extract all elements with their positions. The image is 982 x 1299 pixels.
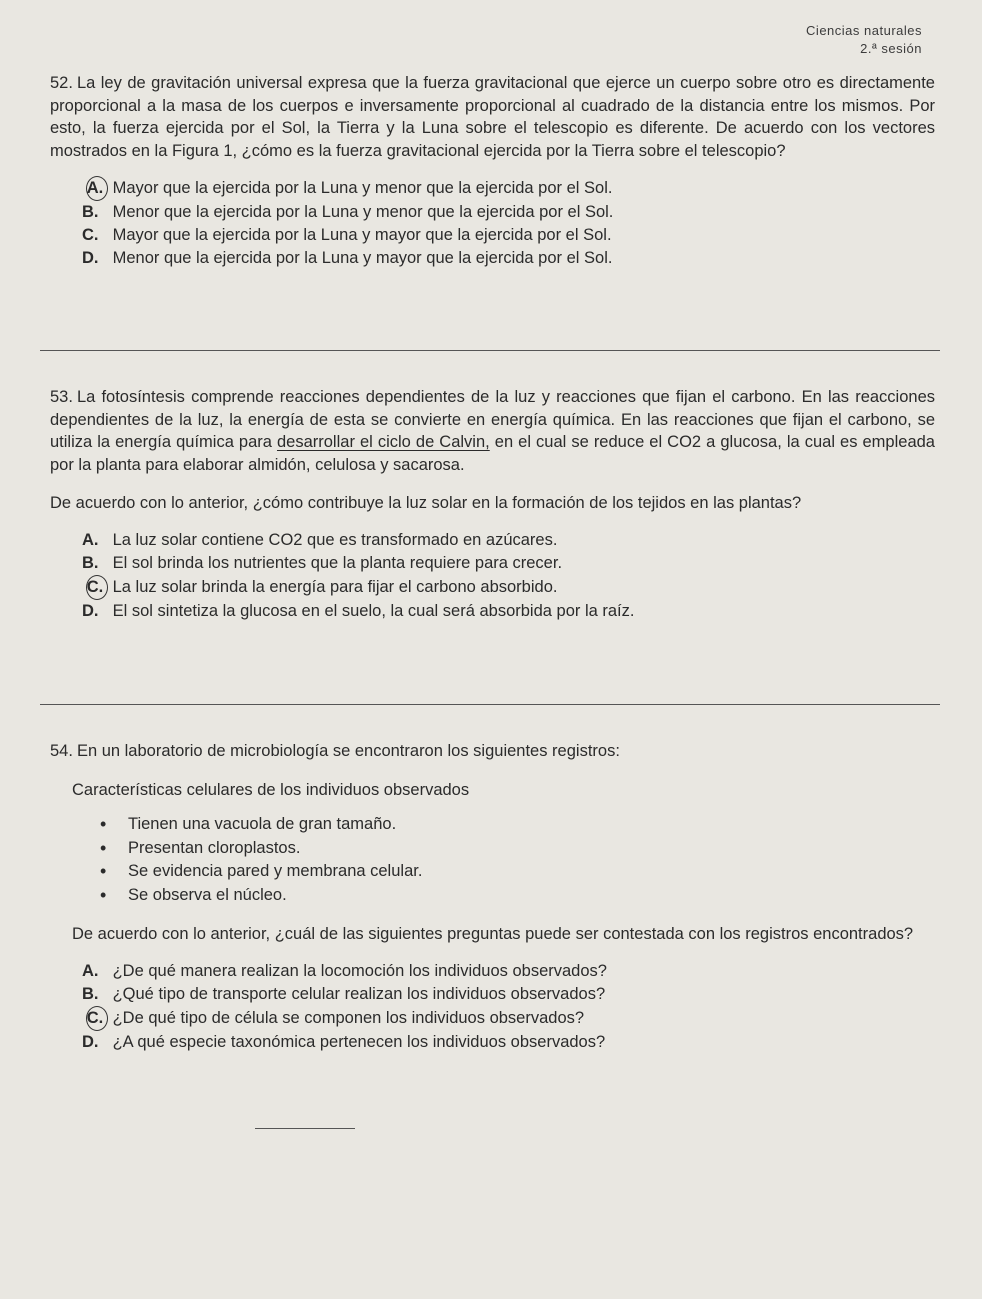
record-item: • Se evidencia pared y membrana celular. <box>100 860 935 884</box>
q53-option-c-text: La luz solar brinda la energía para fijar el carbono absorbido. <box>112 577 558 596</box>
q53-option-a-letter: A. <box>82 530 99 549</box>
q52-option-d-letter: D. <box>82 249 99 267</box>
question-53-text <box>50 386 935 476</box>
question-53 <box>50 386 935 623</box>
q54-option-b-letter: B. <box>82 984 99 1003</box>
q54-option-d-letter: D. <box>82 1032 99 1051</box>
separator-1 <box>40 350 940 351</box>
q54-option-c[interactable] <box>50 1006 935 1031</box>
question-54-subtitle: Características celulares de los individuos observados <box>72 780 470 799</box>
q52-option-b[interactable] <box>50 201 935 224</box>
q53-option-d-letter: D. <box>82 601 99 620</box>
q54-option-c-text: ¿De qué tipo de célula se componen los individuos observados? <box>112 1008 585 1027</box>
q53-option-a[interactable] <box>50 529 935 552</box>
q53-option-a-text: La luz solar contiene CO2 que es transformado en azúcares. <box>112 530 558 549</box>
record-item: • Tienen una vacuola de gran tamaño. <box>100 813 935 837</box>
question-52-statement: La ley de gravitación universal expresa que la fuerza gravitacional que ejerce un cuerpo sobre otro es directamente proporcional a la masa de los cuerpos e inversamente proporcional al cuadrado de la distancia entre los mismos. Por esto, la fuerza ejercida por el Sol, la Tierra y la Luna sobre el telescopio es diferente. De acuerdo con los vectores mostrados en la Figura 1, ¿cómo es la fuerza gravitacional ejercida por la Tierra sobre el telescopio? <box>50 74 935 160</box>
session-label: 2.ª sesión <box>860 41 922 56</box>
q52-option-b-text: Menor que la ejercida por la Luna y menor que la ejercida por el Sol. <box>112 203 614 221</box>
q52-option-a-letter: A. <box>86 176 108 201</box>
question-53-prompt: De acuerdo con lo anterior, ¿cómo contribuye la luz solar en la formación de los tejidos en las plantas? <box>50 494 802 512</box>
q54-option-d[interactable] <box>50 1031 935 1054</box>
q53-option-c-letter: C. <box>86 575 108 600</box>
question-53-number: 53. <box>50 388 73 406</box>
q54-option-a-letter: A. <box>82 961 99 980</box>
question-54-records <box>50 813 935 907</box>
q54-option-a[interactable] <box>50 960 935 983</box>
q54-option-b-text: ¿Qué tipo de transporte celular realizan los individuos observados? <box>112 984 606 1003</box>
q53-option-c[interactable] <box>50 575 935 600</box>
question-54-number: 54. <box>50 742 73 760</box>
q52-option-b-letter: B. <box>82 203 99 221</box>
question-54-options <box>50 960 935 1054</box>
q52-option-a-text: Mayor que la ejercida por la Luna y menor que la ejercida por el Sol. <box>112 179 613 197</box>
question-54-statement: En un laboratorio de microbiología se encontraron los siguientes registros: <box>76 742 620 760</box>
question-52-text <box>50 72 935 162</box>
question-54 <box>50 740 935 1054</box>
q52-option-c[interactable] <box>50 224 935 247</box>
record-item: • Se observa el núcleo. <box>100 884 935 908</box>
record-item: • Presentan cloroplastos. <box>100 837 935 861</box>
question-54-text <box>50 740 935 763</box>
question-52-options <box>50 176 935 270</box>
q53-option-d-text: El sol sintetiza la glucosa en el suelo, la cual será absorbida por la raíz. <box>112 601 635 620</box>
q53-option-b[interactable] <box>50 552 935 575</box>
question-54-prompt: De acuerdo con lo anterior, ¿cuál de las siguientes preguntas puede ser contestada con los registros encontrados? <box>72 925 914 943</box>
question-53-underlined: desarrollar el ciclo de Calvin, <box>276 433 490 451</box>
separator-2 <box>40 704 940 705</box>
q52-option-d[interactable] <box>50 247 935 270</box>
question-52-number: 52. <box>50 74 73 92</box>
question-53-options <box>50 529 935 623</box>
q52-option-c-text: Mayor que la ejercida por la Luna y mayor que la ejercida por el Sol. <box>112 226 612 244</box>
subject-label: Ciencias naturales <box>806 23 922 38</box>
q52-option-c-letter: C. <box>82 226 99 244</box>
q54-option-c-letter: C. <box>86 1006 108 1031</box>
q54-option-a-text: ¿De qué manera realizan la locomoción los individuos observados? <box>112 961 607 980</box>
page-header <box>806 22 922 58</box>
q52-option-a[interactable] <box>50 176 935 201</box>
question-53-statement-1: La fotosíntesis comprende reacciones dependientes de la luz y reacciones que fijan el carbono. En las reacciones dependientes de la luz, la energía de esta se convierte en energía química. En las reacciones que fijan el carbono, se utiliza la energía química para <box>50 388 935 451</box>
q54-option-d-text: ¿A qué especie taxonómica pertenecen los individuos observados? <box>112 1032 606 1051</box>
q54-option-b[interactable] <box>50 983 935 1006</box>
q53-option-b-text: El sol brinda los nutrientes que la planta requiere para crecer. <box>112 553 563 572</box>
pencil-mark <box>255 1128 355 1129</box>
q52-option-d-text: Menor que la ejercida por la Luna y mayor que la ejercida por el Sol. <box>112 249 613 267</box>
question-52 <box>50 72 935 270</box>
q53-option-b-letter: B. <box>82 553 99 572</box>
question-53-statement-2: en el cual se reduce el CO2 a glucosa, la cual es empleada por la planta para elaborar almidón, celulosa y sacarosa. <box>50 433 935 474</box>
q53-option-d[interactable] <box>50 600 935 623</box>
